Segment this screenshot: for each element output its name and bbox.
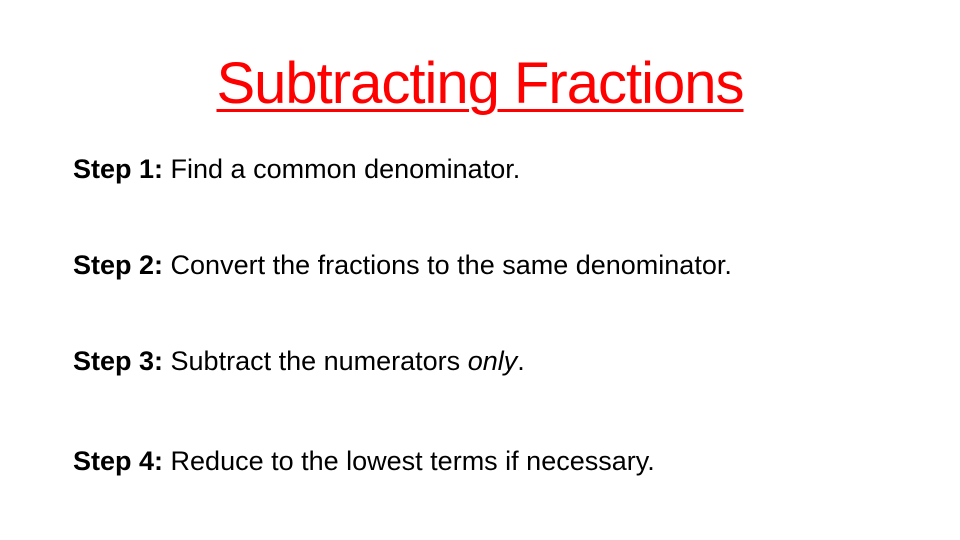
step-text: Reduce to the lowest terms if necessary.: [163, 446, 655, 476]
step-emphasis: only: [467, 346, 518, 376]
step-label: Step 4:: [73, 446, 164, 476]
step-text: Convert the fractions to the same denominator.: [163, 250, 732, 280]
step-label: Step 1:: [73, 154, 164, 184]
step-text: Find a common denominator.: [163, 154, 521, 184]
step-item: [73, 443, 655, 479]
step-item: [73, 247, 732, 283]
step-label: Step 2:: [73, 250, 164, 280]
slide-title: Subtracting Fractions: [216, 51, 744, 116]
step-text: Subtract the numerators: [163, 346, 468, 376]
step-item: [73, 343, 525, 379]
step-label: Step 3:: [73, 346, 164, 376]
step-text-end: .: [517, 346, 525, 376]
step-item: [73, 151, 520, 187]
